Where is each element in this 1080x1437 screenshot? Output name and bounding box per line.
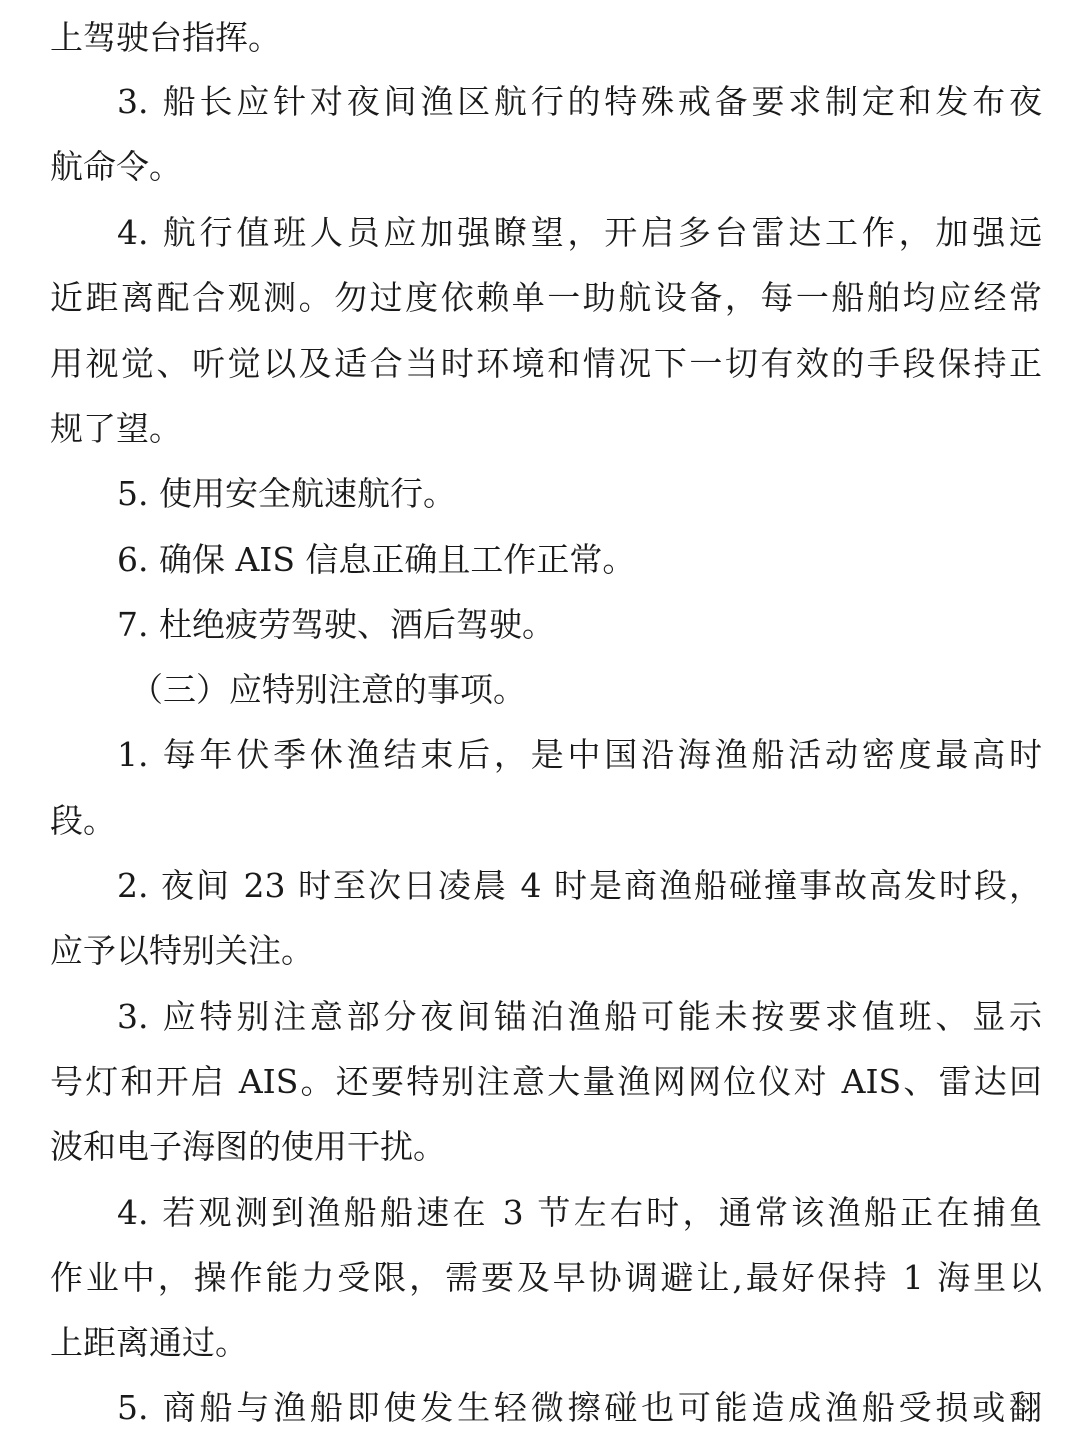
text-line: 应予以特别关注。 bbox=[50, 931, 314, 970]
section-heading: （三）应特别注意的事项。 bbox=[130, 670, 526, 709]
text-line: 用视觉、听觉以及适合当时环境和情况下一切有效的手段保持正 bbox=[50, 344, 1042, 383]
text-line: 段。 bbox=[50, 801, 116, 840]
text-line: 3. 应特别注意部分夜间锚泊渔船可能未按要求值班、显示 bbox=[117, 997, 1042, 1036]
text-line: 4. 若观测到渔船船速在 3 节左右时，通常该渔船正在捕鱼 bbox=[117, 1193, 1042, 1232]
text-line: 号灯和开启 AIS。还要特别注意大量渔网网位仪对 AIS、雷达回 bbox=[50, 1062, 1042, 1101]
text-line: 规了望。 bbox=[50, 409, 182, 448]
text-line: 6. 确保 AIS 信息正确且工作正常。 bbox=[117, 540, 636, 579]
text-line: 7. 杜绝疲劳驾驶、酒后驾驶。 bbox=[117, 605, 555, 644]
text-line: 5. 商船与渔船即使发生轻微擦碰也可能造成渔船受损或翻 bbox=[117, 1388, 1042, 1427]
text-line: 5. 使用安全航速航行。 bbox=[117, 474, 456, 513]
text-line: 4. 航行值班人员应加强瞭望，开启多台雷达工作，加强远 bbox=[117, 213, 1042, 252]
text-line: 航命令。 bbox=[50, 147, 182, 186]
text-line: 上驾驶台指挥。 bbox=[50, 18, 281, 57]
text-line: 3. 船长应针对夜间渔区航行的特殊戒备要求制定和发布夜 bbox=[117, 82, 1042, 121]
text-line: 作业中，操作能力受限，需要及早协调避让,最好保持 1 海里以 bbox=[50, 1258, 1042, 1297]
text-line: 上距离通过。 bbox=[50, 1323, 248, 1362]
text-line: 1. 每年伏季休渔结束后，是中国沿海渔船活动密度最高时 bbox=[117, 735, 1042, 774]
text-line: 近距离配合观测。勿过度依赖单一助航设备，每一船舶均应经常 bbox=[50, 278, 1042, 317]
text-line: 波和电子海图的使用干扰。 bbox=[50, 1127, 446, 1166]
text-line: 2. 夜间 23 时至次日凌晨 4 时是商渔船碰撞事故高发时段， bbox=[117, 866, 1042, 905]
